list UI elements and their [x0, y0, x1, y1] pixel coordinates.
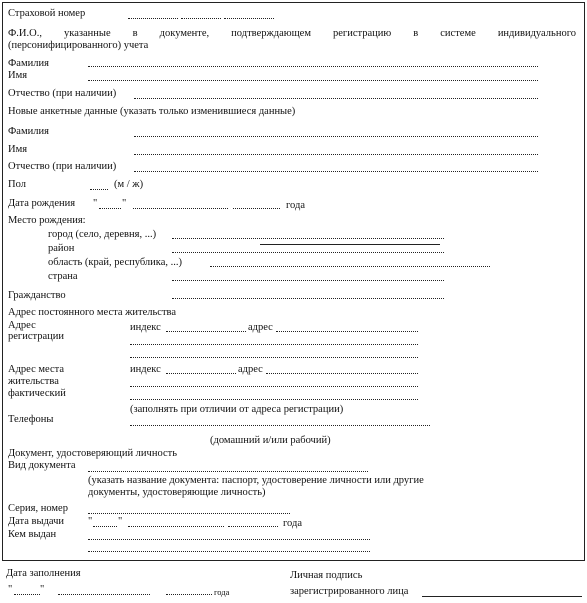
reg-address-field-1[interactable] — [276, 331, 418, 332]
fill-quote-open: " — [8, 584, 13, 595]
new-surname-field[interactable] — [134, 136, 538, 137]
birth-year-field[interactable] — [233, 208, 280, 209]
reg-address-label-1: Адрес — [8, 320, 36, 331]
new-patronymic-field[interactable] — [134, 171, 538, 172]
new-surname-label: Фамилия — [8, 126, 49, 137]
actual-index-field[interactable] — [166, 373, 236, 374]
birthplace-country-field[interactable] — [172, 280, 444, 281]
reg-index-field[interactable] — [166, 331, 246, 332]
phones-field[interactable] — [130, 425, 430, 426]
new-patronymic-label: Отчество (при наличии) — [8, 161, 117, 172]
fill-year-field[interactable] — [166, 594, 212, 595]
birthplace-country-label: страна — [48, 271, 78, 282]
new-name-field[interactable] — [134, 154, 538, 155]
actual-address-label-3: фактический — [8, 388, 66, 399]
issue-day-field[interactable] — [93, 526, 117, 527]
quote-close: " — [122, 198, 127, 209]
birth-year-word: года — [286, 200, 305, 211]
fio-intro-line1: Ф.И.О., указанные в документе, подтверждающем регистрацию в системе индивидуального — [8, 28, 576, 39]
current-name-label: Имя — [8, 70, 28, 81]
new-name-label: Имя — [8, 144, 28, 155]
signature-field[interactable] — [422, 596, 582, 597]
new-data-title: Новые анкетные данные (указать только изменившиеся данные) — [8, 106, 296, 117]
issued-by-label: Кем выдан — [8, 529, 57, 540]
birthplace-region-field[interactable] — [210, 266, 490, 267]
current-surname-label: Фамилия — [8, 58, 49, 69]
gender-label: Пол — [8, 179, 26, 190]
address-title: Адрес постоянного места жительства — [8, 307, 177, 318]
gender-hint: (м / ж) — [114, 179, 144, 190]
actual-address-field-1[interactable] — [266, 373, 418, 374]
birth-date-label: Дата рождения — [8, 198, 76, 209]
citizenship-field[interactable] — [172, 298, 444, 299]
series-number-label: Серия, номер — [8, 503, 68, 514]
fill-year-word: года — [214, 587, 230, 597]
issued-by-field-2[interactable] — [88, 551, 370, 552]
birthplace-district-label: район — [48, 243, 75, 254]
reg-address-field-3[interactable] — [130, 357, 418, 358]
current-surname-field[interactable] — [88, 66, 538, 67]
birthplace-city-label: город (село, деревня, ...) — [48, 229, 157, 240]
citizenship-label: Гражданство — [8, 290, 66, 301]
reg-address-field-2[interactable] — [130, 344, 418, 345]
doc-type-hint-2: документы, удостоверяющие личность) — [88, 487, 266, 498]
fill-month-field[interactable] — [58, 594, 150, 595]
reg-index-label: индекс — [130, 322, 161, 333]
current-name-field[interactable] — [88, 80, 538, 81]
actual-address-label-1: Адрес места — [8, 364, 64, 375]
current-patronymic-label: Отчество (при наличии) — [8, 88, 117, 99]
reg-address-label-2: регистрации — [8, 331, 64, 342]
series-number-field[interactable] — [88, 513, 290, 514]
signature-label-2: зарегистрированного лица — [290, 586, 409, 597]
actual-address-label-2: жительства — [8, 376, 59, 387]
fio-intro-line2: (персонифицированного) учета — [8, 40, 149, 51]
current-patronymic-field[interactable] — [134, 98, 538, 99]
snils-part-1[interactable] — [128, 18, 178, 19]
doc-type-field[interactable] — [88, 471, 368, 472]
actual-addr-label: адрес — [238, 364, 263, 375]
issue-quote-close: " — [118, 516, 123, 527]
snils-label: Страховой номер — [8, 8, 86, 19]
issued-by-field-1[interactable] — [88, 539, 370, 540]
phones-label: Телефоны — [8, 414, 54, 425]
identity-title: Документ, удостоверяющий личность — [8, 448, 177, 459]
birthplace-district-field[interactable] — [172, 252, 444, 253]
issue-year-word: года — [283, 518, 302, 529]
issue-quote-open: " — [88, 516, 93, 527]
issue-month-field[interactable] — [128, 526, 224, 527]
doc-type-hint-1: (указать название документа: паспорт, удостоверение личности или другие — [88, 475, 424, 486]
snils-part-3[interactable] — [224, 18, 274, 19]
birth-month-field[interactable] — [133, 208, 228, 209]
birthplace-city-field[interactable] — [172, 238, 444, 239]
fill-date-label: Дата заполнения — [6, 568, 81, 579]
doc-type-label: Вид документа — [8, 460, 76, 471]
fill-quote-close: " — [40, 584, 45, 595]
issue-date-label: Дата выдачи — [8, 516, 65, 527]
fill-day-field[interactable] — [14, 594, 40, 595]
birthplace-city-underline — [260, 244, 440, 245]
birthplace-title: Место рождения: — [8, 215, 86, 226]
actual-index-label: индекс — [130, 364, 161, 375]
birthplace-region-label: область (край, республика, ...) — [48, 257, 182, 268]
gender-field[interactable] — [90, 189, 108, 190]
actual-address-note: (заполнять при отличии от адреса регистрации) — [130, 404, 344, 415]
reg-addr-label: адрес — [248, 322, 273, 333]
quote-open: " — [93, 198, 98, 209]
phones-hint: (домашний и/или рабочий) — [210, 435, 331, 446]
signature-label-1: Личная подпись — [290, 570, 363, 581]
birth-day-field[interactable] — [99, 208, 121, 209]
actual-address-field-3[interactable] — [130, 399, 418, 400]
actual-address-field-2[interactable] — [130, 386, 418, 387]
snils-part-2[interactable] — [181, 18, 221, 19]
issue-year-field[interactable] — [228, 526, 278, 527]
